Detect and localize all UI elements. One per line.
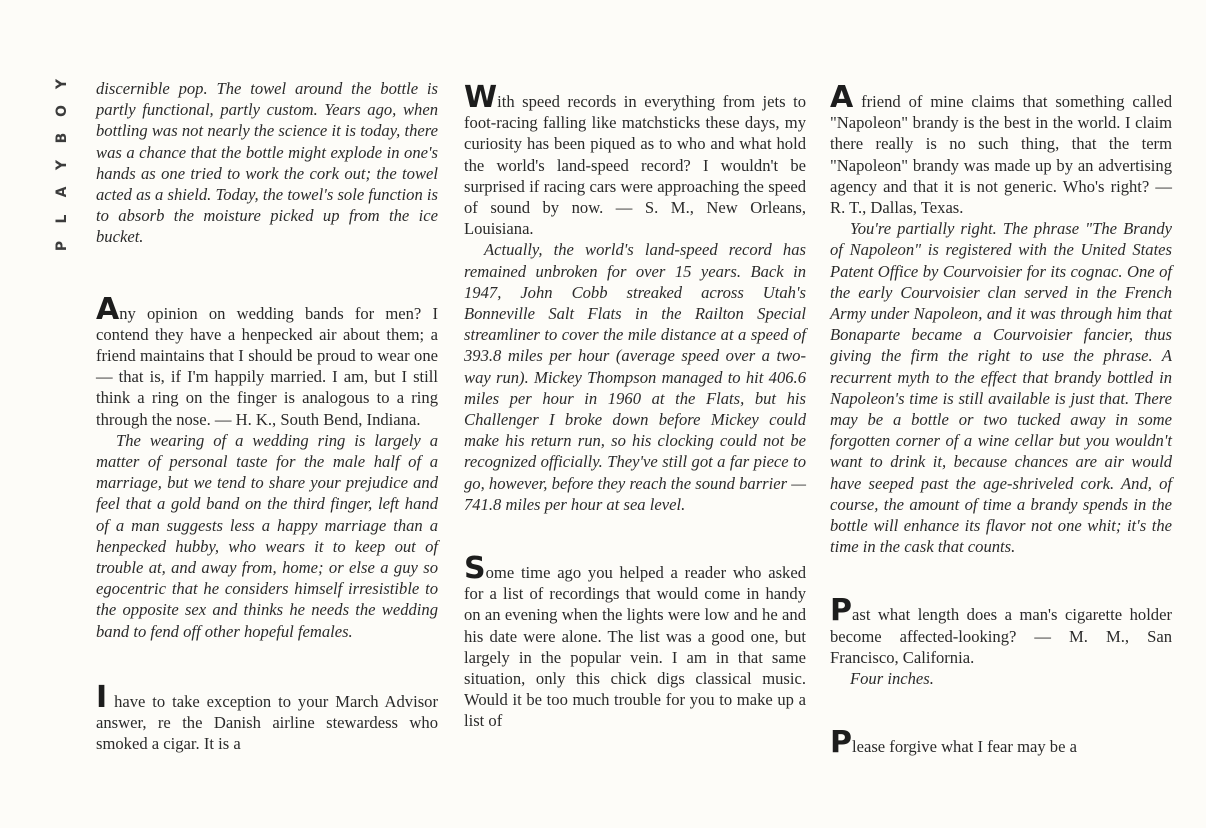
playboy-vertical-logo bbox=[52, 76, 72, 254]
logo-letter: Y bbox=[54, 78, 70, 90]
logo-letter: Y bbox=[54, 159, 70, 171]
drop-cap: W bbox=[464, 80, 498, 115]
logo-letter: O bbox=[54, 105, 70, 117]
answer-text: discernible pop. The towel around the bottle is partly functional, partly custom. Years ago, when bottling was not nearly the science it is today, there was a chance that the bottle might explode in one's hands as one tried to work the cork out; the towel acted as a shield. Today, the towel's sole function is to absorb the moisture picked up from the ice bucket. bbox=[96, 79, 438, 247]
column-1 bbox=[96, 78, 438, 754]
drop-cap: I bbox=[96, 679, 108, 715]
answer-text: You're partially right. The phrase "The Brandy of Napoleon" is registered with the United States Patent Office by Courvoisier for its cognac. One of the early Courvoisier clan served in the French Army under Napoleon, and it was through him that Bonaparte became a Courvoisier fancier, thus giving the firm the right to use the phrase. A recurrent myth to the effect that brandy bottled in Napoleon's time is still available is just that. There may be a bottle or two tucked away in some forgotten corner of a wine cellar but you wouldn't want to drink it, because chances are air would have seeped past the age-shriveled cork. And, of course, the amount of time a brandy spends in the bottle will enhance its flavor not one whit; it's the time in the cask that counts. bbox=[830, 219, 1172, 557]
answer-text: The wearing of a wedding ring is largely a matter of personal taste for the male half of a marriage, but we tend to share your prejudice and feel that a gold band on the third finger, left hand of a man suggests less a happy marriage than a henpecked hubby, who wears it to keep out of trouble at, and away from, home; or else a guy so egocentric that he considers himself irresistible to the opposite sex and thinks he needs the wedding band to fend off other hopeful females. bbox=[96, 430, 438, 641]
question-text: Please forgive what I fear may be a bbox=[830, 725, 1077, 761]
logo-letter: B bbox=[54, 132, 70, 144]
question-text: I have to take exception to your March Advisor answer, re the Danish airline stewardess who smoked a cigar. It is a bbox=[96, 679, 438, 754]
drop-cap: P bbox=[830, 593, 852, 629]
answer-text: Actually, the world's land-speed record has remained unbroken for over 15 years. Back in 1947, John Cobb streaked across Utah's Bonneville Salt Flats in the Railton Special streamliner to cover the mile distance at a speed of 393.8 miles per hour (average speed over a two-way run). Mickey Thompson managed to hit 406.6 miles per hour in 1960 at the Flats, but his Challenger I broke down before Mickey could make his return run, so his clocking could not be recognized officially. They've still got a far piece to go, however, before they reach the sound barrier — 741.8 miles per hour at sea level. bbox=[464, 240, 806, 514]
question-text: Some time ago you helped a reader who asked for a list of recordings that would come in handy on an evening when the lights were low and he and his date were alone. The list was a good one, but largely in the popular vein. I am in that same situation, only this chick digs classical music. Would it be too much trouble for you to make up a list of bbox=[464, 551, 806, 731]
question-text: Past what length does a man's cigarette holder become affected-looking? — M. M., San Francisco, California. bbox=[830, 593, 1172, 667]
drop-cap: A bbox=[830, 80, 854, 115]
column-3 bbox=[830, 80, 1172, 761]
drop-cap: A bbox=[96, 291, 120, 327]
question-text: Any opinion on wedding bands for men? I contend they have a henpecked air about them; a friend maintains that I should be proud to wear one — that is, if I'm happily married. I am, but I still think a ring on the finger is analogous to a ring through the nose. — H. K., South Bend, Indiana. bbox=[96, 291, 438, 429]
drop-cap: P bbox=[830, 725, 852, 761]
question-text: With speed records in everything from jets to foot-racing falling like matchsticks these days, my curiosity has been piqued as to who and what hold the world's land-speed record? I wouldn't be surprised if racing cars were approaching the speed of sound by now. — S. M., New Orleans, Louisiana. bbox=[464, 80, 806, 239]
logo-letter: L bbox=[54, 214, 70, 224]
column-2 bbox=[464, 80, 806, 732]
logo-letter: P bbox=[54, 240, 70, 252]
drop-cap: S bbox=[464, 551, 486, 587]
question-text: A friend of mine claims that something called "Napoleon" brandy is the best in the world. I claim there really is no such thing, that the term "Napoleon" brandy was made up by an advertising agency and that it is not generic. Who's right? — R. T., Dallas, Texas. bbox=[830, 80, 1172, 218]
logo-letter: A bbox=[54, 186, 70, 198]
answer-text: Four inches. bbox=[850, 669, 934, 689]
